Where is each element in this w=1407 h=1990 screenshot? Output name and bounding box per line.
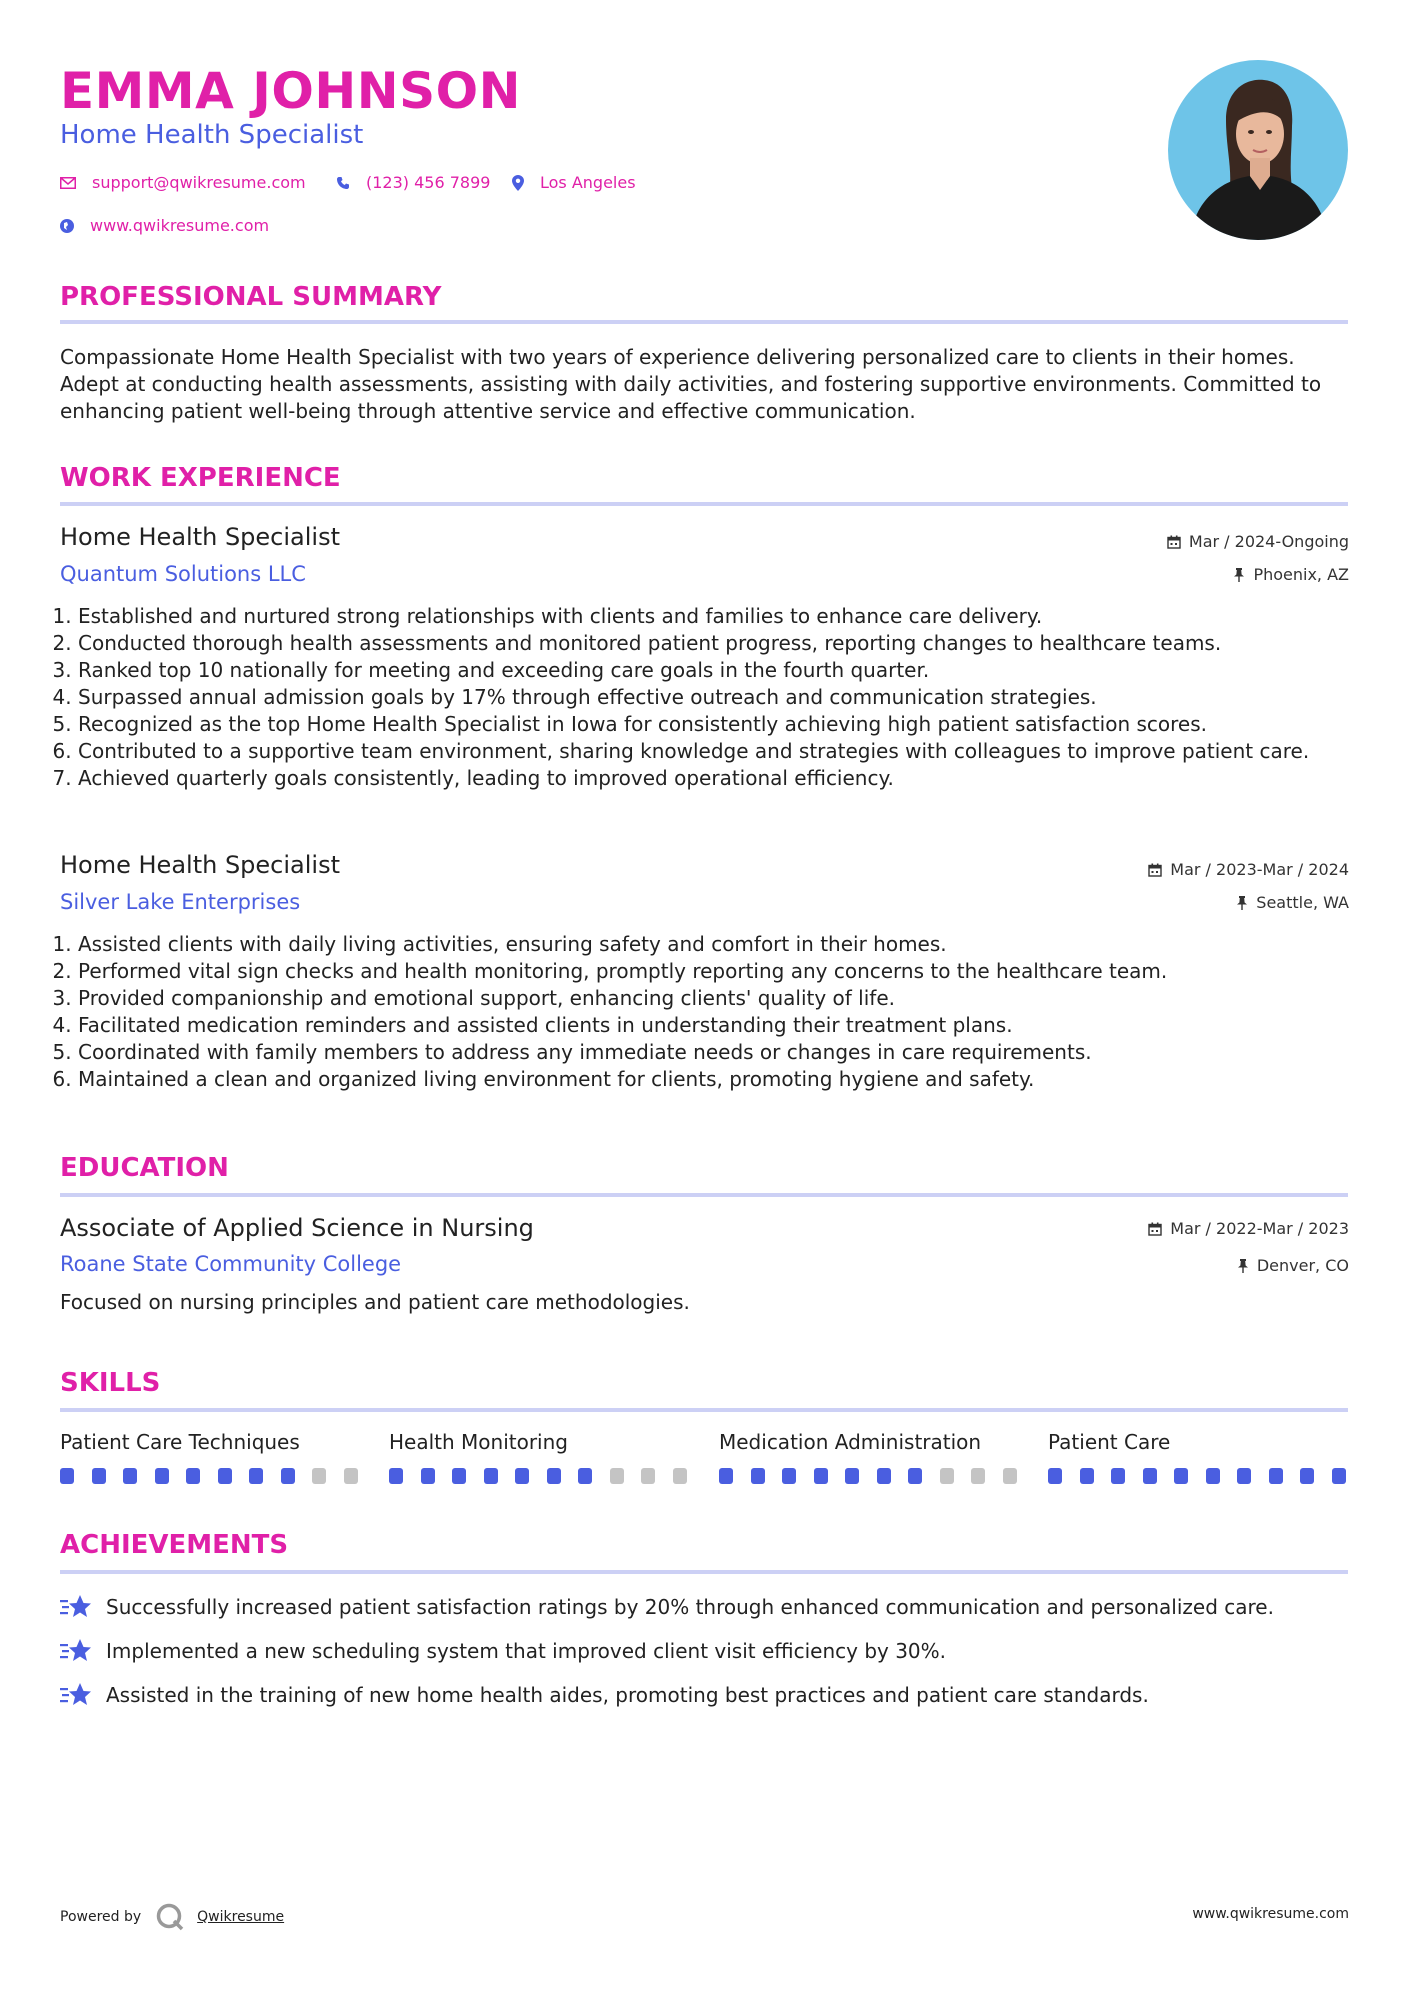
qwikresume-link[interactable]: Qwikresume [197, 1909, 285, 1925]
skill-dot-filled [1300, 1468, 1314, 1484]
job-bullets [60, 603, 1368, 792]
skill-dot-filled [1237, 1468, 1251, 1484]
skill-dot-filled [908, 1468, 922, 1484]
powered-by-label: Powered by [60, 1909, 142, 1925]
achievements-heading: ACHIEVEMENTS [60, 1530, 289, 1560]
skill-dot-filled [1206, 1468, 1220, 1484]
summary-divider [60, 320, 1348, 324]
star-icon [60, 1682, 92, 1708]
pushpin-icon [1233, 568, 1245, 582]
globe-icon [60, 219, 74, 233]
education-divider [60, 1193, 1348, 1197]
phone-icon [336, 176, 350, 190]
job-bullets [60, 931, 1368, 1093]
experience-divider [60, 502, 1348, 506]
skill-dot-empty [312, 1468, 326, 1484]
list-item: 1. Established and nurtured strong relationships with clients and families to enhance care delivery. [78, 603, 1368, 630]
skill-dot-filled [814, 1468, 828, 1484]
list-item: 6. Contributed to a supportive team environment, sharing knowledge and strategies with colleagues to improve patient care. [78, 738, 1368, 765]
location-contact [512, 173, 636, 192]
job-location [1236, 893, 1349, 912]
skill-dot-filled [1048, 1468, 1062, 1484]
phone-text: (123) 456 7899 [366, 173, 491, 192]
skill-dot-empty [641, 1468, 655, 1484]
skill-dot-filled [1143, 1468, 1157, 1484]
skill-dot-filled [845, 1468, 859, 1484]
list-item: 5. Coordinated with family members to address any immediate needs or changes in care requirements. [78, 1039, 1368, 1066]
skill-dot-filled [281, 1468, 295, 1484]
list-item: 3. Ranked top 10 nationally for meeting and exceeding care goals in the fourth quarter. [78, 657, 1368, 684]
pushpin-icon [1236, 896, 1248, 910]
job-location-text: Phoenix, AZ [1253, 565, 1349, 584]
skill-rating [60, 1468, 375, 1484]
education-location-text: Denver, CO [1256, 1256, 1349, 1275]
profile-photo [1168, 60, 1348, 240]
experience-heading: WORK EXPERIENCE [60, 463, 341, 493]
education-dates-text: Mar / 2022-Mar / 2023 [1170, 1219, 1349, 1238]
skill-rating [1048, 1468, 1363, 1484]
location-text: Los Angeles [540, 173, 636, 192]
education-location [1237, 1256, 1349, 1275]
skill-rating [389, 1468, 704, 1484]
skill-dot-filled [60, 1468, 74, 1484]
skill-dot-filled [1332, 1468, 1346, 1484]
skill-dot-filled [92, 1468, 106, 1484]
job-location-text: Seattle, WA [1256, 893, 1349, 912]
education-dates [1148, 1219, 1349, 1238]
website-contact[interactable] [60, 216, 269, 235]
job-dates [1148, 860, 1349, 879]
email-text: support@qwikresume.com [92, 173, 306, 192]
skill-dot-filled [484, 1468, 498, 1484]
degree-title: Associate of Applied Science in Nursing [60, 1214, 534, 1242]
skill-dot-filled [547, 1468, 561, 1484]
list-item: 4. Facilitated medication reminders and assisted clients in understanding their treatment plans. [78, 1012, 1368, 1039]
job-company: Quantum Solutions LLC [60, 562, 306, 586]
list-item: 5. Recognized as the top Home Health Specialist in Iowa for consistently achieving high patient satisfaction scores. [78, 711, 1368, 738]
skill-dot-filled [123, 1468, 137, 1484]
skill-dot-filled [1269, 1468, 1283, 1484]
list-item: 3. Provided companionship and emotional support, enhancing clients' quality of life. [78, 985, 1368, 1012]
calendar-icon [1148, 1222, 1162, 1236]
skill-name: Patient Care [1048, 1430, 1171, 1454]
list-item: 4. Surpassed annual admission goals by 17% through effective outreach and communication strategies. [78, 684, 1368, 711]
skill-dot-empty [971, 1468, 985, 1484]
list-item: 7. Achieved quarterly goals consistently, leading to improved operational efficiency. [78, 765, 1368, 792]
skill-dot-filled [249, 1468, 263, 1484]
skill-dot-filled [389, 1468, 403, 1484]
qwikresume-logo-icon [155, 1902, 185, 1932]
skill-dot-filled [155, 1468, 169, 1484]
skill-dot-empty [344, 1468, 358, 1484]
skill-dot-filled [1174, 1468, 1188, 1484]
skill-dot-empty [940, 1468, 954, 1484]
education-heading: EDUCATION [60, 1153, 229, 1183]
job-dates [1167, 532, 1349, 551]
footer-powered-by [60, 1902, 284, 1932]
list-item: 2. Performed vital sign checks and health monitoring, promptly reporting any concerns to the healthcare team. [78, 958, 1368, 985]
candidate-name: EMMA JOHNSON [60, 62, 521, 120]
skill-dot-filled [452, 1468, 466, 1484]
education-description: Focused on nursing principles and patient care methodologies. [60, 1290, 690, 1314]
skill-dot-filled [751, 1468, 765, 1484]
summary-heading: PROFESSIONAL SUMMARY [60, 282, 442, 312]
achievement-text: Assisted in the training of new home health aides, promoting best practices and patient care standards. [106, 1683, 1149, 1707]
skill-dot-filled [218, 1468, 232, 1484]
email-contact[interactable] [60, 173, 306, 192]
map-pin-icon [512, 175, 524, 191]
calendar-icon [1148, 863, 1162, 877]
phone-contact[interactable] [336, 173, 490, 192]
skill-name: Patient Care Techniques [60, 1430, 300, 1454]
website-text: www.qwikresume.com [90, 216, 270, 235]
job-location [1233, 565, 1349, 584]
skill-dot-filled [719, 1468, 733, 1484]
skill-rating [719, 1468, 1034, 1484]
skills-divider [60, 1408, 1348, 1412]
star-icon [60, 1594, 92, 1620]
achievement-text: Implemented a new scheduling system that improved client visit efficiency by 30%. [106, 1639, 947, 1663]
job-dates-text: Mar / 2023-Mar / 2024 [1170, 860, 1349, 879]
envelope-icon [60, 177, 76, 189]
skill-dot-empty [1003, 1468, 1017, 1484]
skill-dot-filled [578, 1468, 592, 1484]
achievements-divider [60, 1570, 1348, 1574]
skill-dot-filled [1111, 1468, 1125, 1484]
job-title: Home Health Specialist [60, 851, 340, 879]
job-title: Home Health Specialist [60, 523, 340, 551]
list-item: 2. Conducted thorough health assessments and monitored patient progress, reporting changes to healthcare teams. [78, 630, 1368, 657]
skill-name: Medication Administration [719, 1430, 982, 1454]
achievement-text: Successfully increased patient satisfaction ratings by 20% through enhanced communication and personalized care. [106, 1595, 1274, 1619]
skill-name: Health Monitoring [389, 1430, 568, 1454]
achievement-item [60, 1682, 1149, 1708]
achievement-item [60, 1638, 946, 1664]
achievement-item [60, 1594, 1274, 1620]
summary-text: Compassionate Home Health Specialist with two years of experience delivering personalized care to clients in their homes. Adept at conducting health assessments, assisting with daily activities, and fostering supportive environments. Committed to enhancing patient well-being through attentive service and effective communication. [60, 345, 1322, 423]
skill-dot-filled [782, 1468, 796, 1484]
skill-dot-empty [673, 1468, 687, 1484]
calendar-icon [1167, 535, 1181, 549]
school-name: Roane State Community College [60, 1252, 402, 1276]
skill-dot-filled [515, 1468, 529, 1484]
job-dates-text: Mar / 2024-Ongoing [1188, 532, 1349, 551]
skill-dot-empty [610, 1468, 624, 1484]
skills-heading: SKILLS [60, 1368, 161, 1398]
skill-dot-filled [421, 1468, 435, 1484]
footer-website[interactable]: www.qwikresume.com [1192, 1906, 1349, 1922]
skill-dot-filled [186, 1468, 200, 1484]
skill-dot-filled [877, 1468, 891, 1484]
list-item: 6. Maintained a clean and organized living environment for clients, promoting hygiene and safety. [78, 1066, 1368, 1093]
skill-dot-filled [1080, 1468, 1094, 1484]
job-company: Silver Lake Enterprises [60, 890, 301, 914]
pushpin-icon [1237, 1259, 1249, 1273]
candidate-role: Home Health Specialist [60, 120, 364, 150]
star-icon [60, 1638, 92, 1664]
list-item: 1. Assisted clients with daily living activities, ensuring safety and comfort in their homes. [78, 931, 1368, 958]
